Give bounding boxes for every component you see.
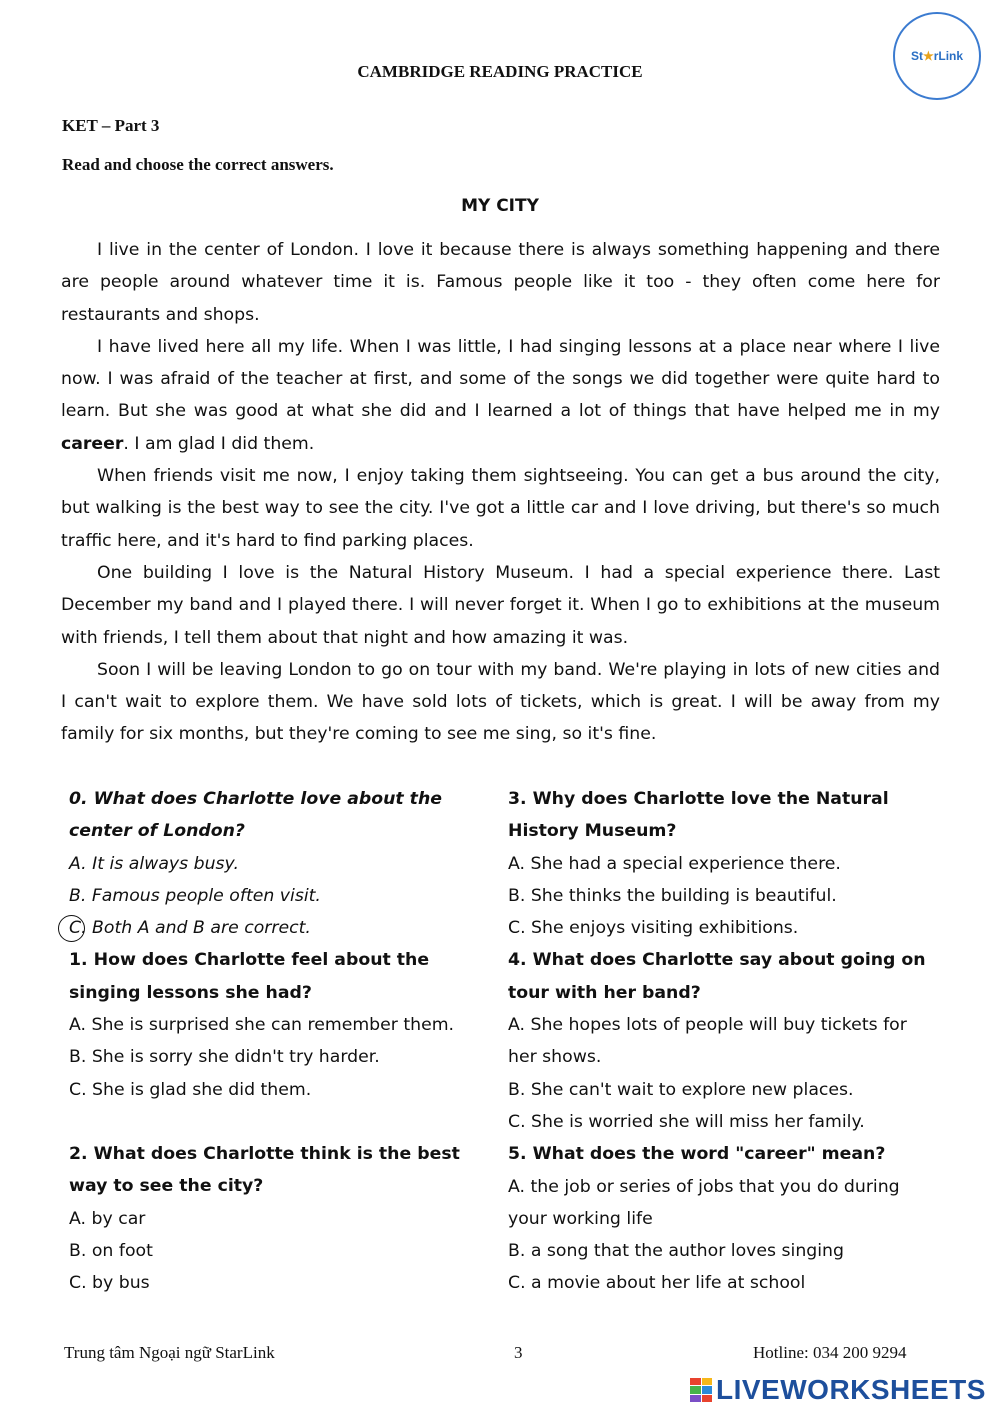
option-a[interactable]: A. She had a special experience there. — [508, 853, 841, 874]
footer-center-name: Trung tâm Ngoại ngữ StarLink — [64, 1343, 275, 1362]
option-a[interactable]: A. She is surprised she can remember them. — [69, 1015, 455, 1036]
section-label: KET – Part 3 — [62, 116, 160, 135]
liveworksheets-logo-icon — [690, 1378, 712, 1402]
liveworksheets-watermark: LIVEWORKSHEETS — [690, 1374, 986, 1406]
question-text: 5. What does the word "career" mean? — [508, 1144, 886, 1165]
option-c[interactable]: C. a movie about her life at school — [508, 1273, 806, 1294]
option-b[interactable]: B. a song that the author loves singing — [508, 1241, 844, 1262]
page-number: 3 — [514, 1343, 523, 1362]
option-b[interactable]: B. Famous people often visit. — [69, 885, 321, 906]
story-paragraph: I live in the center of London. I love it because there is always something happening and there are people around whatever time it is. Famous people like it too - they often come here for restaurants and shops. — [61, 240, 940, 325]
question-0 — [69, 783, 499, 944]
questions-left-column — [69, 783, 499, 1299]
option-a[interactable]: A. It is always busy. — [69, 853, 239, 874]
question-4 — [508, 944, 938, 1138]
question-text: 3. Why does Charlotte love the Natural History Museum? — [508, 789, 889, 842]
option-c[interactable]: C. by bus — [69, 1273, 150, 1294]
instruction: Read and choose the correct answers. — [62, 155, 334, 174]
question-text: 0. What does Charlotte love about the center of London? — [69, 789, 442, 842]
option-b[interactable]: B. She is sorry she didn't try harder. — [69, 1047, 380, 1068]
option-c[interactable]: C. She enjoys visiting exhibitions. — [508, 918, 799, 939]
keyword-career: career — [61, 433, 124, 454]
questions-right-column — [508, 783, 938, 1300]
question-text: 1. How does Charlotte feel about the singing lessons she had? — [69, 950, 430, 1003]
question-5 — [508, 1138, 938, 1299]
starlink-logo: St ★ rLink — [893, 12, 981, 100]
option-b[interactable]: B. She thinks the building is beautiful. — [508, 885, 837, 906]
option-c-selected[interactable]: C. Both A and B are correct. — [69, 912, 499, 944]
question-2 — [69, 1138, 499, 1299]
story-paragraph: One building I love is the Natural History Museum. I had a special experience there. Last December my band and I played there. I will never forget it. When I go to exhibitions at the museum with friends, I tell them about that night and how amazing it was. — [61, 562, 940, 648]
footer-hotline: Hotline: 034 200 9294 — [753, 1343, 907, 1362]
story-title: MY CITY — [461, 196, 539, 216]
star-icon: ★ — [922, 49, 934, 63]
question-text: 4. What does Charlotte say about going on tour with her band? — [508, 950, 926, 1003]
story-paragraph: When friends visit me now, I enjoy taking them sightseeing. You can get a bus around the city, but walking is the best way to see the city. I've got a little car and I love driving, but there's so much traffic here, and it's hard to find parking places. — [61, 466, 940, 551]
question-3 — [508, 783, 938, 944]
option-c[interactable]: C. She is glad she did them. — [69, 1079, 312, 1100]
option-a[interactable]: A. by car — [69, 1208, 146, 1229]
question-text: 2. What does Charlotte think is the best way to see the city? — [69, 1143, 460, 1197]
option-a[interactable]: A. the job or series of jobs that you do during your working life — [508, 1176, 900, 1229]
spacer — [69, 1106, 499, 1138]
page-title: CAMBRIDGE READING PRACTICE — [357, 62, 643, 81]
option-a[interactable]: A. She hopes lots of people will buy tickets for her shows. — [508, 1015, 907, 1068]
story-paragraph: I have lived here all my life. When I was little, I had singing lessons at a place near where I live now. I was afraid of the teacher at first, and some of the songs we did together were quite hard to learn. But she was good at what she did and I learned a lot of things that have helped me in my career. I am glad I did them. — [61, 336, 940, 454]
story-paragraph: Soon I will be leaving London to go on tour with my band. We're playing in lots of new cities and I can't wait to explore them. We have sold lots of tickets, which is great. I will be away from my family for six months, but they're coming to see me sing, so it's fine. — [61, 659, 940, 745]
option-b[interactable]: B. She can't wait to explore new places. — [508, 1079, 854, 1100]
question-1 — [69, 944, 499, 1105]
option-c[interactable]: C. She is worried she will miss her family. — [508, 1111, 865, 1132]
answer-circle — [58, 915, 85, 942]
story-text — [61, 234, 940, 751]
option-b[interactable]: B. on foot — [69, 1240, 153, 1261]
